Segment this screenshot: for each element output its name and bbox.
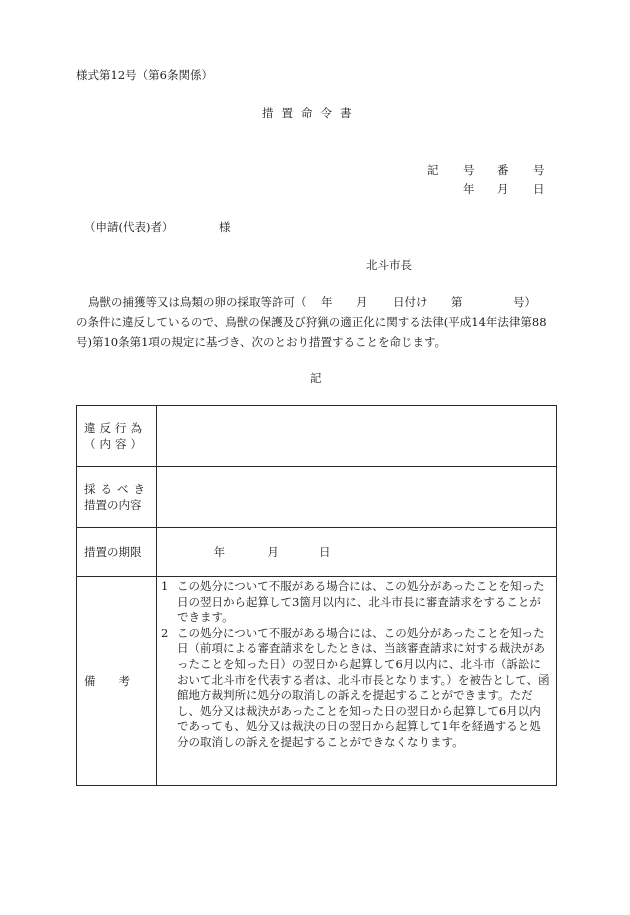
permit-number: 号） xyxy=(513,295,536,309)
violation-content xyxy=(157,406,557,467)
remarks-note xyxy=(161,579,552,626)
note-text: この処分について不服がある場合には、この処分があったことを知った日の翌日から起算して3箇月以内に、北斗市長に審査請求をすることができます。 xyxy=(177,579,545,625)
reference-char: 記 xyxy=(427,163,439,177)
remarks-content xyxy=(157,577,557,786)
permit-month: 月 xyxy=(356,295,368,309)
table-row-deadline xyxy=(77,528,557,577)
permit-day: 日付け xyxy=(393,295,428,309)
addressee-honorific: 様 xyxy=(219,220,231,234)
date-month: 月 xyxy=(497,182,509,196)
reference-char: 号 xyxy=(463,163,475,177)
permit-year: 年 xyxy=(321,295,333,309)
form-number: 様式第12号（第6条関係） xyxy=(76,68,213,82)
violation-label-line: （内容） xyxy=(84,437,146,451)
deadline-content xyxy=(157,528,557,577)
document-title: 措置命令書 xyxy=(262,106,360,120)
issuer: 北斗市長 xyxy=(366,258,412,272)
body-line-start: 鳥獣の捕獲等又は鳥類の卵の採取等許可（ xyxy=(88,295,307,309)
date-day: 日 xyxy=(533,182,545,196)
addressee-label: （申請(代表)者） xyxy=(84,220,174,234)
table-row-measures xyxy=(77,467,557,528)
remarks-note xyxy=(161,626,552,751)
measures-label-line: 措置の内容 xyxy=(84,498,142,512)
permit-dai: 第 xyxy=(451,295,463,309)
table-row-violation xyxy=(77,406,557,467)
measures-label xyxy=(77,467,157,528)
order-table xyxy=(76,405,557,786)
deadline-label: 措置の期限 xyxy=(77,528,157,577)
deadline-day: 日 xyxy=(318,545,331,559)
body-line: 号)第10条第1項の規定に基づき、次のとおり措置することを命じます。 xyxy=(76,335,447,349)
remarks-label: 備 考 xyxy=(77,577,157,786)
deadline-year: 年 xyxy=(213,545,226,559)
body-line: の条件に違反しているので、鳥獣の保護及び狩猟の適正化に関する法律(平成14年法律第88 xyxy=(76,315,547,329)
deadline-month: 月 xyxy=(267,545,279,559)
note-text: この処分について不服がある場合には、この処分があったことを知った日（前項による審査請求をしたときは、当該審査請求に対する裁決があったことを知った日）の翌日から起算して6月以内に、北斗市（訴訟において北斗市を代表する者は、北斗市長となります。）を被告として、函館地方裁判所に処分の取消しの訴えを提起することができます。ただし、処分又は裁決があったことを知った日の翌日から起算して6月以内であっても、処分又は裁決の日の翌日から起算して1年を経過すると処分の取消しの訴えを提起することができなくなります。 xyxy=(177,625,550,749)
measures-label-line: 採るべき xyxy=(84,482,150,496)
date-year: 年 xyxy=(463,182,475,196)
note-number: 2 xyxy=(161,625,169,640)
body-paragraph xyxy=(76,292,562,352)
reference-char: 号 xyxy=(533,163,545,177)
body-line xyxy=(76,292,562,312)
violation-label-line: 違反行為 xyxy=(84,421,146,435)
note-number: 1 xyxy=(161,579,169,593)
reference-char: 番 xyxy=(497,163,509,177)
violation-label xyxy=(77,406,157,467)
ki-heading: 記 xyxy=(310,371,322,385)
measures-content xyxy=(157,467,557,528)
table-row-remarks xyxy=(77,577,557,786)
